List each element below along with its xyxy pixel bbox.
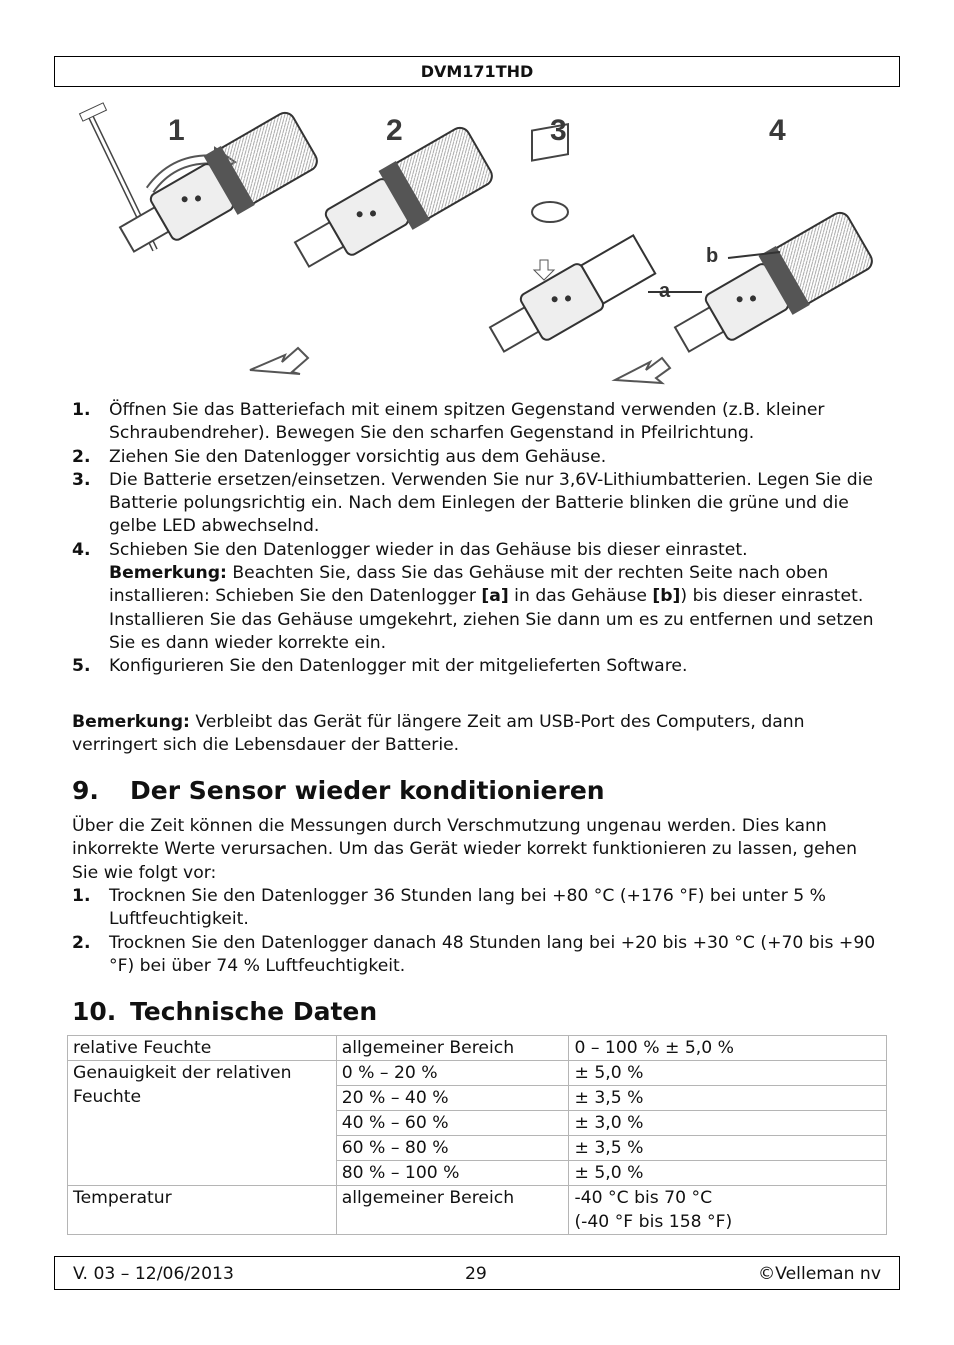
table-row: Temperatur allgemeiner Bereich -40 °C bis 70 °C (-40 °F bis 158 °F) [68, 1186, 887, 1235]
list-item: 2. Trocknen Sie den Datenlogger danach 48 Stunden lang bei +20 bis +30 °C (+70 bis +90 °F) bei über 74 % Luftfeuchtigkeit. [72, 932, 876, 976]
model-title: DVM171THD [420, 62, 534, 81]
figure-step-4-number: 4 [769, 114, 786, 147]
section-9-steps-list [72, 885, 887, 978]
list-item: 1. Öffnen Sie das Batteriefach mit einem spitzen Gegenstand verwenden (z.B. kleiner Schraubendreher). Bewegen Sie den scharfen Gegenstand in Pfeilrichtung. [72, 400, 825, 444]
technical-data-table [67, 1035, 887, 1235]
figure-step-2-number: 2 [386, 114, 403, 147]
footer-version: V. 03 – 12/06/2013 [73, 1264, 234, 1284]
list-item: 1. Trocknen Sie den Datenlogger 36 Stunden lang bei +80 °C (+176 °F) bei unter 5 % Luftfeuchtigkeit. [72, 886, 826, 930]
step1-drawing [80, 103, 322, 269]
battery-replacement-illustration [70, 100, 890, 395]
table-row: 80 % – 100 % ± 5,0 % [68, 1161, 887, 1186]
section-10-heading: 10. Technische Daten [72, 997, 378, 1026]
figure-step-1-number: 1 [168, 114, 185, 147]
step3-drawing [484, 124, 657, 362]
section-9-intro: Über die Zeit können die Messungen durch Verschmutzung ungenau werden. Dies kann inkorrekte Werte verursachen. Um das Gerät wieder korrekt funktionieren zu lassen, gehen Sie wie folgt vor: [72, 816, 857, 883]
figure-step-3-number: 3 [550, 114, 567, 147]
note-label: Bemerkung: [109, 563, 227, 584]
footer-page-number: 29 [465, 1264, 487, 1284]
footer-copyright: ©Velleman nv [757, 1264, 881, 1284]
illustration-drawing [70, 100, 890, 395]
table-row: 40 % – 60 % ± 3,0 % [68, 1111, 887, 1136]
battery-steps-list [72, 399, 887, 679]
figure-label-a: a [659, 280, 671, 302]
section-9-heading: 9. Der Sensor wieder konditionieren [72, 776, 605, 805]
table-row: 60 % – 80 % ± 3,5 % [68, 1136, 887, 1161]
table-row: Genauigkeit der relativen Feuchte 0 % – 20 % ± 5,0 % [68, 1061, 887, 1086]
page-footer [54, 1256, 900, 1290]
figure-label-b: b [706, 245, 719, 267]
list-item: 2. Ziehen Sie den Datenlogger vorsichtig aus dem Gehäuse. [72, 446, 607, 467]
list-item: 5. Konfigurieren Sie den Datenlogger mit der mitgelieferten Software. [72, 656, 688, 677]
table-row: 20 % – 40 % ± 3,5 % [68, 1086, 887, 1111]
page-header [54, 56, 900, 87]
step4-drawing [615, 208, 877, 384]
list-item: 4. Schieben Sie den Datenlogger wieder in das Gehäuse bis dieser einrastet. Bemerkung: Beachten Sie, dass Sie das Gehäuse mit der rechten Seite nach oben installieren: Schieben Sie den Datenlogger [a] in das Gehäuse [b]) bis dieser einrastet. Installieren Sie das Gehäuse umgekehrt, ziehen Sie dann um es zu entfernen und setzen Sie es dann wieder korrekte ein. [72, 539, 874, 653]
table-row: relative Feuchte allgemeiner Bereich 0 – 100 % ± 5,0 % [68, 1036, 887, 1061]
list-item: 3. Die Batterie ersetzen/einsetzen. Verwenden Sie nur 3,6V-Lithiumbatterien. Legen Sie die Batterie polungsrichtig ein. Nach dem Einlegen der Batterie blinken die grüne und die gelbe LED abwechselnd. [72, 469, 873, 537]
battery-note: Bemerkung: Verbleibt das Gerät für längere Zeit am USB-Port des Computers, dann verringert sich die Lebensdauer der Batterie. [72, 712, 805, 756]
